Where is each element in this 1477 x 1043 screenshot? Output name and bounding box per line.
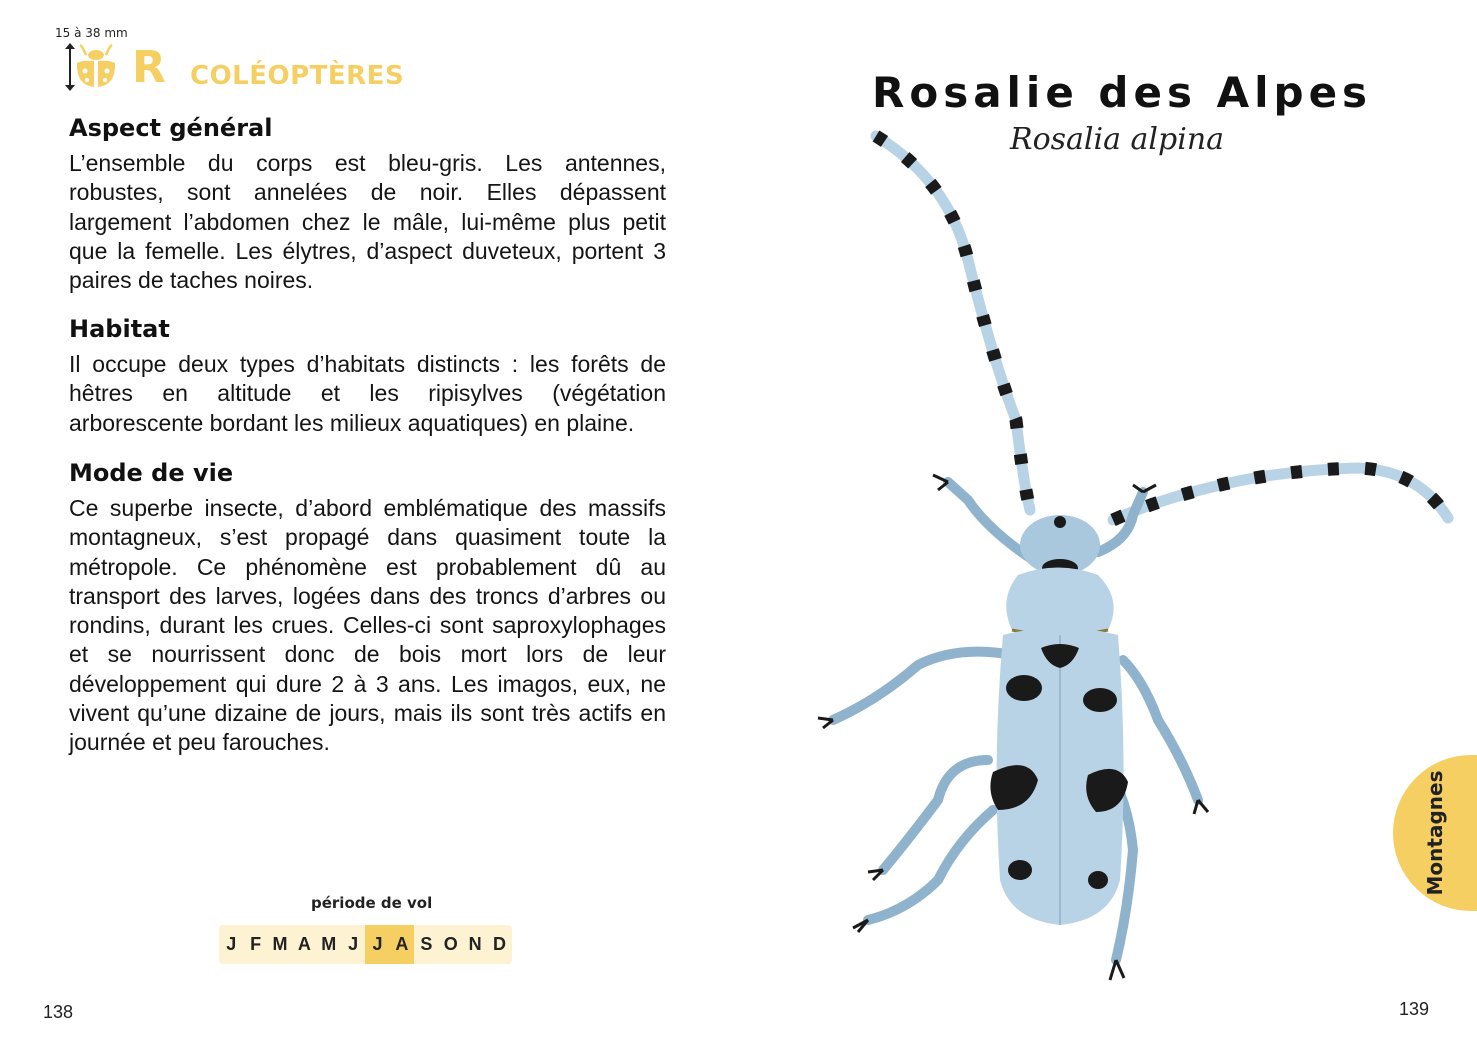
section-mode-de-vie	[69, 458, 666, 758]
beetle-icon	[74, 43, 118, 89]
page-number: 139	[1399, 999, 1430, 1019]
index-letter: R	[132, 42, 166, 93]
left-page	[0, 0, 738, 1043]
size-label: 15 à 38 mm	[55, 26, 128, 40]
month-cell: D	[487, 925, 511, 964]
section-body: Ce superbe insecte, d’abord emblématique des massifs montagneux, s’est propagé dans quasiment toute la métropole. Ce phénomène est probablement dû au transport des larves, logées dans des troncs d’arbres ou rondins, durant les crues. Celles-ci sont saproxylophages et se nourrissent donc de bois mort lors de leur développement qui dure 2 à 3 ans. Les imagos, eux, ne vivent qu’une dizaine de jours, mais ils sont très actifs en journée et peu farouches.	[69, 495, 666, 756]
month-cell: J	[365, 925, 389, 964]
month-cell: O	[439, 925, 463, 964]
flight-period-label: période de vol	[311, 894, 433, 912]
flight-period-months	[219, 925, 512, 964]
month-cell: M	[317, 925, 341, 964]
habitat-tab-label: Montagnes	[1423, 770, 1447, 896]
section-heading: Mode de vie	[69, 459, 234, 487]
month-cell: A	[292, 925, 316, 964]
species-latin-name: Rosalia alpina	[1010, 122, 1225, 157]
month-cell: M	[268, 925, 292, 964]
section-aspect	[69, 113, 666, 295]
rosalia-alpina-beetle-illustration	[798, 120, 1477, 1010]
section-heading: Habitat	[69, 315, 170, 343]
month-cell: S	[414, 925, 438, 964]
category-title: COLÉOPTÈRES	[190, 61, 405, 91]
section-heading: Aspect général	[69, 114, 273, 142]
vertical-double-arrow-icon	[69, 45, 71, 89]
month-cell: A	[390, 925, 414, 964]
section-body: Il occupe deux types d’habitats distincts : les forêts de hêtres en altitude et les ripisylves (végétation arborescente bordant les milieux aquatiques) en plaine.	[69, 351, 666, 436]
month-cell: F	[243, 925, 267, 964]
species-title: Rosalie des Alpes	[872, 68, 1373, 117]
right-page	[738, 0, 1477, 1043]
section-body: L’ensemble du corps est bleu-gris. Les antennes, robustes, sont annelées de noir. Elles dépassent largement l’abdomen chez le mâle, lui-même plus petit que la femelle. Les élytres, d’aspect duveteux, portent 3 paires de taches noires.	[69, 150, 666, 294]
month-cell: J	[219, 925, 243, 964]
page-number: 138	[43, 1002, 74, 1022]
section-habitat	[69, 314, 666, 438]
month-cell: N	[463, 925, 487, 964]
month-cell: J	[341, 925, 365, 964]
